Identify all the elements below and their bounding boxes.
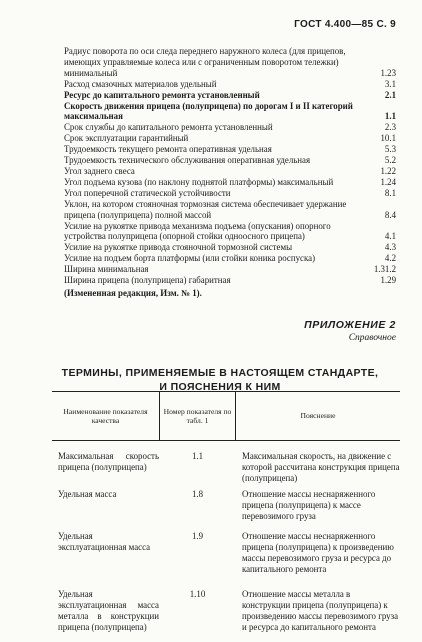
list-item: [64, 144, 396, 155]
list-item-text: Усилие на рукоятке привода механизма подъема (опускания) опорного устройства полуприцепа (опорной стойки одноосного прицепа): [64, 220, 331, 242]
terms-table: [52, 391, 400, 633]
list-item: [64, 79, 396, 90]
column-header-name: Наименование показателя качества: [63, 406, 148, 425]
cell-explanation: Отношение массы металла в конструкции прицепа (полуприцепа) к произведению массы перевозимого груза и ресурса до капитального ремонта: [242, 589, 399, 632]
list-item-text: Срок эксплуатации гарантийный: [64, 133, 189, 144]
list-item: [64, 199, 396, 221]
list-item: [64, 122, 396, 133]
list-item-text: Ширина прицепа (полуприцепа) габаритная: [64, 275, 231, 286]
list-item-text: Ширина минимальная: [64, 264, 149, 275]
list-item-value: 4.1: [384, 231, 396, 242]
list-item-value: 2.3: [384, 122, 396, 133]
list-item-value: 3.1: [384, 78, 396, 89]
list-item-text: Радиус поворота по оси следа переднего наружного колеса (для прицепов, имеющих управляемые колеса или с ограниченным поворотом тележки) минимальный: [64, 46, 346, 78]
cell-name: Удельная эксплуатационная масса: [58, 531, 151, 553]
cell-number: 1.10: [189, 589, 206, 600]
list-item-text: Ресурс до капитального ремонта установленный: [64, 89, 260, 100]
list-item: [64, 133, 396, 144]
cell-number: 1.1: [191, 451, 204, 461]
list-item: [64, 275, 396, 286]
list-item-value: 10.1: [380, 133, 396, 144]
list-item-value: 1.1: [384, 111, 396, 122]
list-item-text: Угол подъема кузова (по наклону поднятой платформы) максимальный: [64, 176, 334, 187]
list-item: [64, 221, 396, 243]
list-item: [64, 253, 396, 264]
cell-explanation: Отношение массы неснаряженного прицепа (полуприцепа) к массе перевозимого груза: [242, 488, 376, 521]
list-item: [64, 155, 396, 166]
table-row: [52, 531, 400, 575]
table-row: [52, 589, 400, 633]
list-item-value: 1.31.2: [373, 264, 396, 275]
list-item-text: Угол заднего свеса: [64, 165, 135, 176]
column-header-explanation: Пояснение: [235, 392, 400, 440]
list-item-text: Расход смазочных материалов удельный: [64, 78, 217, 89]
table-header: [52, 391, 400, 441]
cell-number: 1.9: [191, 531, 204, 542]
cell-explanation: Отношение массы неснаряженного прицепа (полуприцепа) к произведению массы перевозимого груза и ресурса до капитального ремонта: [242, 531, 394, 575]
appendix-label: [304, 319, 396, 343]
list-item-text: Угол поперечной статической устойчивости: [64, 187, 231, 198]
index-list: [64, 46, 396, 299]
list-item: [64, 177, 396, 188]
list-item: [64, 101, 396, 123]
list-item-value: 1.23: [380, 67, 396, 78]
list-item-value: 8.4: [384, 209, 396, 220]
list-item-text: Срок службы до капитального ремонта установленный: [64, 122, 273, 133]
list-item: [64, 264, 396, 275]
list-item-text: Усилие на рукоятке привода стояночной тормозной системы: [64, 242, 293, 253]
section-heading-line: И ПОЯСНЕНИЯ К НИМ: [159, 381, 281, 393]
list-item-value: 8.1: [384, 187, 396, 198]
list-item-value: 2.1: [384, 89, 396, 100]
list-item-text: Трудоемкость текущего ремонта оперативная удельная: [64, 144, 272, 155]
list-item-value: 5.3: [384, 144, 396, 155]
cell-name: Максимальная скорость прицепа (полуприцепа): [58, 451, 159, 472]
cell-explanation: Максимальная скорость, на движение с которой рассчитана конструкция прицепа (полуприцепа): [242, 451, 400, 483]
list-item-value: 1.24: [380, 176, 396, 187]
list-item: [64, 90, 396, 101]
list-item-text: Уклон, на котором стояночная тормозная система обеспечивает удержание прицепа (полуприцепа) полной массой: [64, 198, 347, 220]
appendix-subtitle: Справочное: [348, 333, 396, 343]
list-item-value: 5.2: [384, 155, 396, 166]
table-body: [52, 451, 400, 633]
list-item-text: Трудоемкость технического обслуживания оперативная удельная: [64, 155, 311, 166]
table-row: [52, 489, 400, 522]
list-item-text: Усилие на подъем борта платформы (или стойки коника роспуска): [64, 253, 316, 264]
column-header-number: Номер показателя по табл. 1: [159, 392, 235, 440]
table-row: [52, 451, 400, 484]
list-item-value: 4.2: [384, 253, 396, 264]
list-item: [64, 46, 396, 79]
cell-number: 1.8: [191, 488, 204, 499]
list-item: [64, 166, 396, 177]
appendix-title: ПРИЛОЖЕНИЕ 2: [304, 319, 396, 331]
list-item-text: Скорость движения прицепа (полуприцепа) по дорогам I и II категорий максимальная: [64, 100, 353, 122]
cell-name: Удельная масса: [58, 488, 117, 499]
list-item-value: 1.29: [380, 275, 396, 286]
list-item: [64, 242, 396, 253]
list-item: [64, 188, 396, 199]
list-item-value: 1.22: [380, 165, 396, 176]
section-heading-line: ТЕРМИНЫ, ПРИМЕНЯЕМЫЕ В НАСТОЯЩЕМ СТАНДАРТЕ,: [61, 367, 379, 379]
list-item-value: 4.3: [384, 242, 396, 253]
amendment-note: (Измененная редакция, Изм. № 1).: [64, 287, 202, 298]
cell-name: Удельная эксплуатационная масса металла в конструкции прицепа (полуприцепа): [58, 589, 159, 632]
section-heading: [40, 366, 400, 394]
page-header: ГОСТ 4.400—85 С. 9: [294, 19, 396, 30]
